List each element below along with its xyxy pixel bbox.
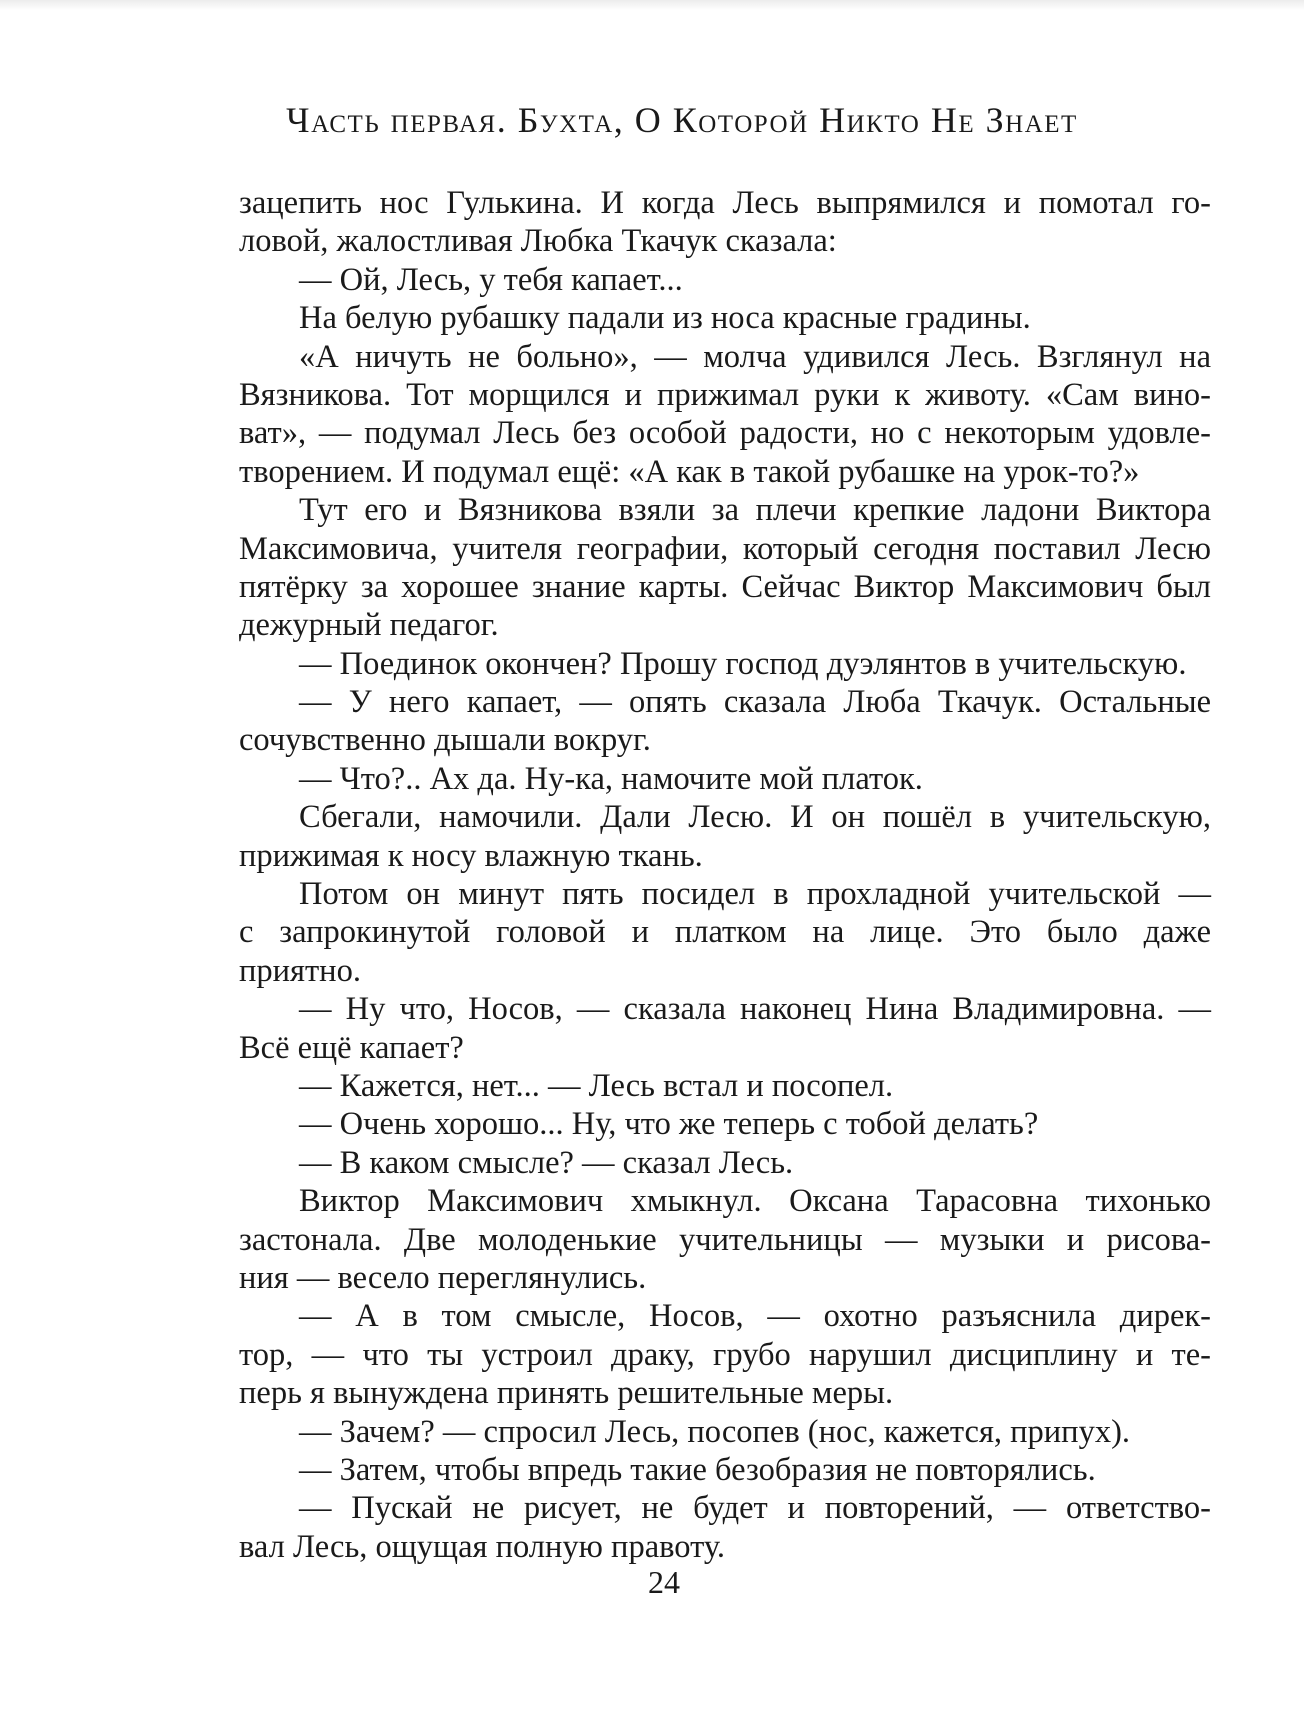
text-line: На белую рубашку падали из носа красные градины. <box>299 300 1031 337</box>
text-line: застонала. Две молоденькие учительницы — музыки и рисова- <box>239 1221 1211 1258</box>
text-line: пятёрку за хорошее знание карты. Сейчас Виктор Максимович был <box>239 568 1211 605</box>
text-line: «А ничуть не больно», — молча удивился Лесь. Взглянул на <box>299 338 1211 375</box>
text-line: творением. И подумал ещё: «А как в такой рубашке на урок-то?» <box>239 453 1140 490</box>
text-line: — Кажется, нет... — Лесь встал и посопел. <box>299 1067 894 1104</box>
text-line: вал Лесь, ощущая полную правоту. <box>239 1528 725 1565</box>
text-line: — В каком смысле? — сказал Лесь. <box>299 1144 794 1181</box>
text-line: ват», — подумал Лесь без особой радости, но с некоторым удовле- <box>239 415 1211 452</box>
text-line: Максимовича, учителя географии, который сегодня поставил Лесю <box>239 530 1211 567</box>
text-line: дежурный педагог. <box>239 607 499 644</box>
text-line: — Зачем? — спросил Лесь, посопев (нос, кажется, припух). <box>299 1413 1131 1450</box>
text-line: зацепить нос Гулькина. И когда Лесь выпрямился и помотал го- <box>239 185 1211 221</box>
text-line: — У него капает, — опять сказала Люба Ткачук. Остальные <box>299 684 1211 721</box>
text-line: с запрокинутой головой и платком на лице. Это было даже <box>239 914 1211 951</box>
text-line: ловой, жалостливая Любка Ткачук сказала: <box>239 223 837 260</box>
running-head: Часть первая. Бухта, О Которой Никто Не Знает <box>286 100 1078 140</box>
text-line: — Ну что, Носов, — сказала наконец Нина Владимировна. — <box>299 991 1211 1028</box>
text-line: Всё ещё капает? <box>239 1029 464 1066</box>
text-line: — А в том смысле, Носов, — охотно разъяснила дирек- <box>299 1298 1211 1335</box>
text-line: сочувственно дышали вокруг. <box>239 722 651 759</box>
text-line: Сбегали, намочили. Дали Лесю. И он пошёл в учительскую, <box>299 799 1211 836</box>
text-line: приятно. <box>239 952 361 989</box>
text-line: Виктор Максимович хмыкнул. Оксана Тарасовна тихонько <box>299 1183 1211 1220</box>
text-line: тор, — что ты устроил драку, грубо нарушил дисциплину и те- <box>239 1336 1211 1373</box>
page-number: 24 <box>648 1564 680 1600</box>
body-text <box>239 184 1211 1566</box>
text-line: ния — весело переглянулись. <box>239 1259 647 1296</box>
text-line: — Ой, Лесь, у тебя капает... <box>299 261 683 298</box>
text-line: — Что?.. Ах да. Ну-ка, намочите мой платок. <box>299 760 923 797</box>
text-line: Тут его и Вязникова взяли за плечи крепкие ладони Виктора <box>299 492 1211 529</box>
scan-edge <box>0 0 1304 10</box>
text-line: — Поединок окончен? Прошу господ дуэлянтов в учительскую. <box>299 645 1187 682</box>
text-line: — Очень хорошо... Ну, что же теперь с тобой делать? <box>299 1106 1039 1143</box>
text-line: — Пускай не рисует, не будет и повторений, — ответство- <box>299 1490 1211 1527</box>
text-line: прижимая к носу влажную ткань. <box>239 837 703 874</box>
text-line: Потом он минут пять посидел в прохладной учительской — <box>299 876 1211 913</box>
text-line: — Затем, чтобы впредь такие безобразия не повторялись. <box>299 1451 1096 1488</box>
text-line: перь я вынуждена принять решительные меры. <box>239 1375 894 1412</box>
text-line: Вязникова. Тот морщился и прижимал руки к животу. «Сам вино- <box>239 376 1211 413</box>
